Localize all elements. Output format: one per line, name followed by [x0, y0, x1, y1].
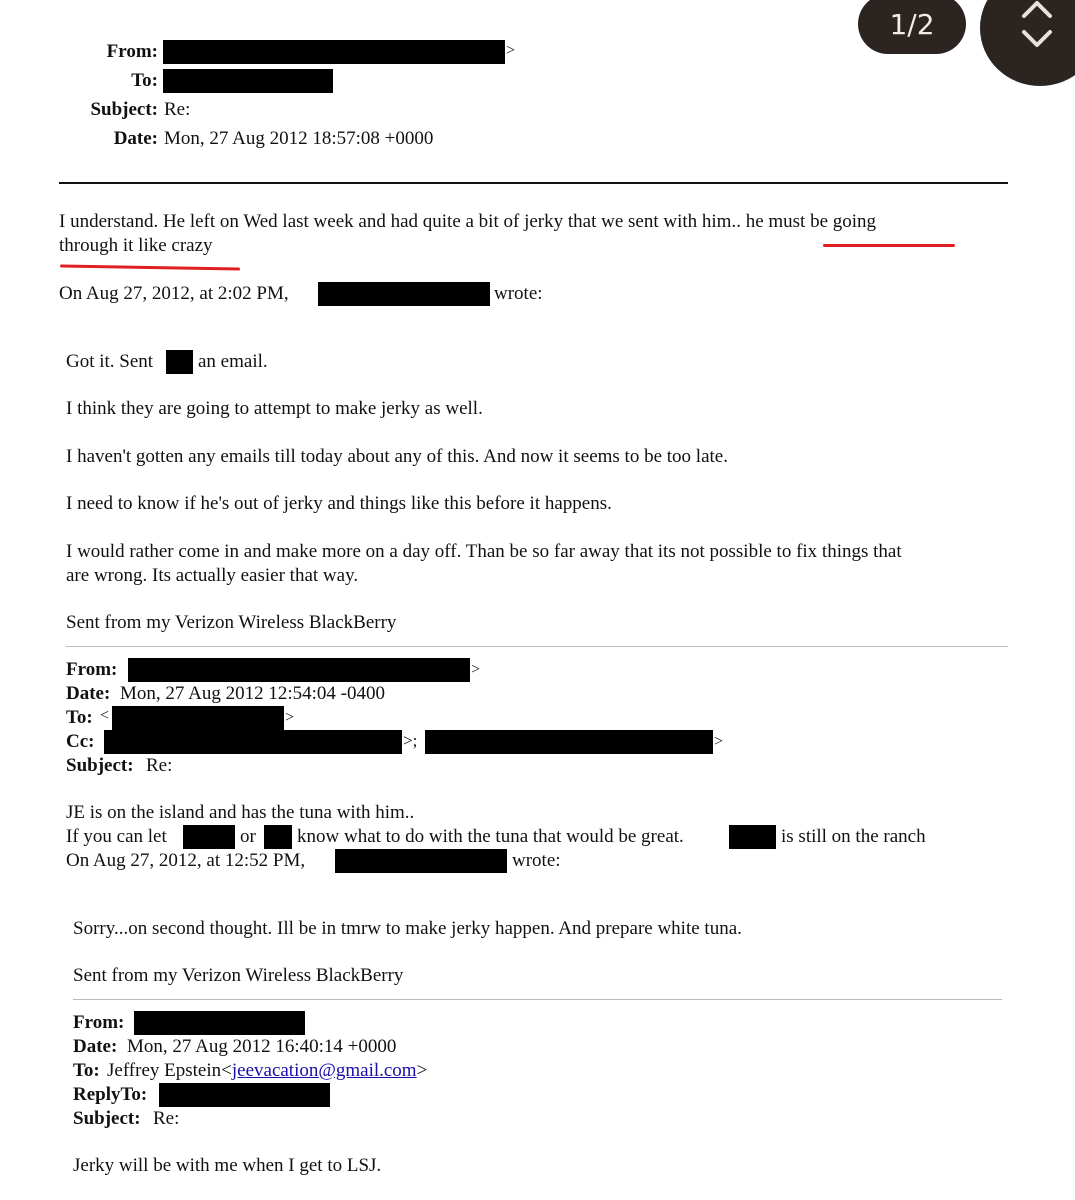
- redaction: [112, 706, 284, 730]
- to-label: To:: [73, 1060, 100, 1081]
- wrote-suffix: wrote:: [494, 283, 543, 304]
- redaction: [729, 825, 776, 849]
- to-name-text: Jeffrey Epstein<: [107, 1060, 232, 1081]
- paragraph: If you can let: [66, 826, 167, 847]
- wrote-suffix: wrote:: [512, 850, 561, 871]
- from-label: From:: [73, 1012, 125, 1033]
- redaction: [163, 40, 505, 64]
- red-underline-annotation: [823, 244, 955, 247]
- angle-bracket: >: [416, 1060, 428, 1081]
- redaction: [183, 825, 235, 849]
- signature: Sent from my Verizon Wireless BlackBerry: [66, 612, 397, 633]
- redaction: [128, 658, 470, 682]
- to-name: [107, 1060, 427, 1082]
- subject-value: Re:: [153, 1108, 180, 1129]
- paragraph: I need to know if he's out of jerky and things like this before it happens.: [66, 493, 612, 514]
- from-label: From:: [106, 41, 158, 62]
- paragraph: I would rather come in and make more on a day off. Than be so far away that its not possible to fix things that: [66, 541, 902, 562]
- redaction: [264, 825, 292, 849]
- cc-label: Cc:: [66, 731, 95, 752]
- redaction: [166, 350, 193, 374]
- page-nav-button[interactable]: [980, 0, 1075, 86]
- angle-bracket: >: [285, 709, 295, 726]
- subject-value: Re:: [146, 755, 173, 776]
- redaction: [159, 1083, 330, 1107]
- paragraph: I haven't gotten any emails till today about any of this. And now it seems to be too late.: [66, 446, 728, 467]
- to-label: To:: [131, 70, 158, 91]
- date-label: Date:: [113, 128, 158, 149]
- paragraph: are wrong. Its actually easier that way.: [66, 565, 359, 586]
- wrote-line: On Aug 27, 2012, at 2:02 PM,: [59, 283, 289, 304]
- redaction: [163, 69, 333, 93]
- quote-divider: [73, 999, 1002, 1000]
- email-link[interactable]: jeevacation@gmail.com: [231, 1060, 417, 1081]
- chevron-down-icon[interactable]: [1020, 28, 1054, 50]
- paragraph: I think they are going to attempt to make jerky as well.: [66, 398, 483, 419]
- paragraph: JE is on the island and has the tuna with him..: [66, 802, 415, 823]
- redaction: [335, 849, 507, 873]
- date-label: Date:: [66, 683, 111, 704]
- subject-label: Subject:: [66, 755, 134, 776]
- reply-line: I understand. He left on Wed last week and had quite a bit of jerky that we sent with him.. he must be going: [59, 211, 877, 232]
- paragraph: or: [240, 826, 256, 847]
- angle-bracket: >: [471, 661, 481, 678]
- chevron-up-icon[interactable]: [1020, 0, 1054, 20]
- subject-value: Re:: [164, 99, 191, 120]
- page-indicator-text: 1/2: [889, 7, 935, 41]
- paragraph: Got it. Sent: [66, 351, 154, 372]
- wrote-line: On Aug 27, 2012, at 12:52 PM,: [66, 850, 306, 871]
- date-value: Mon, 27 Aug 2012 16:40:14 +0000: [127, 1036, 397, 1057]
- header-divider: [59, 182, 1008, 184]
- page-indicator: [858, 0, 966, 54]
- to-label: To:: [66, 707, 93, 728]
- signature: Sent from my Verizon Wireless BlackBerry: [73, 965, 404, 986]
- angle-bracket: >: [714, 733, 724, 750]
- angle-bracket: <: [100, 707, 110, 724]
- redaction: [104, 730, 402, 754]
- subject-label: Subject:: [90, 99, 158, 120]
- from-label: From:: [66, 659, 118, 680]
- redaction: [425, 730, 713, 754]
- quote-divider: [66, 646, 1008, 647]
- reply-line: through it like crazy: [59, 235, 213, 256]
- paragraph: an email.: [198, 351, 268, 372]
- paragraph: is still on the ranch: [781, 826, 926, 847]
- replyto-label: ReplyTo:: [73, 1084, 148, 1105]
- angle-bracket: >: [506, 42, 516, 59]
- paragraph: know what to do with the tuna that would be great.: [297, 826, 684, 847]
- paragraph: Sorry...on second thought. Ill be in tmrw to make jerky happen. And prepare white tuna.: [73, 918, 742, 939]
- red-underline-annotation: [60, 264, 240, 270]
- subject-label: Subject:: [73, 1108, 141, 1129]
- angle-bracket: >;: [403, 731, 418, 750]
- paragraph: Jerky will be with me when I get to LSJ.: [73, 1155, 382, 1176]
- redaction: [134, 1011, 305, 1035]
- date-value: Mon, 27 Aug 2012 12:54:04 -0400: [120, 683, 385, 704]
- redaction: [318, 282, 490, 306]
- date-value: Mon, 27 Aug 2012 18:57:08 +0000: [164, 128, 434, 149]
- date-label: Date:: [73, 1036, 118, 1057]
